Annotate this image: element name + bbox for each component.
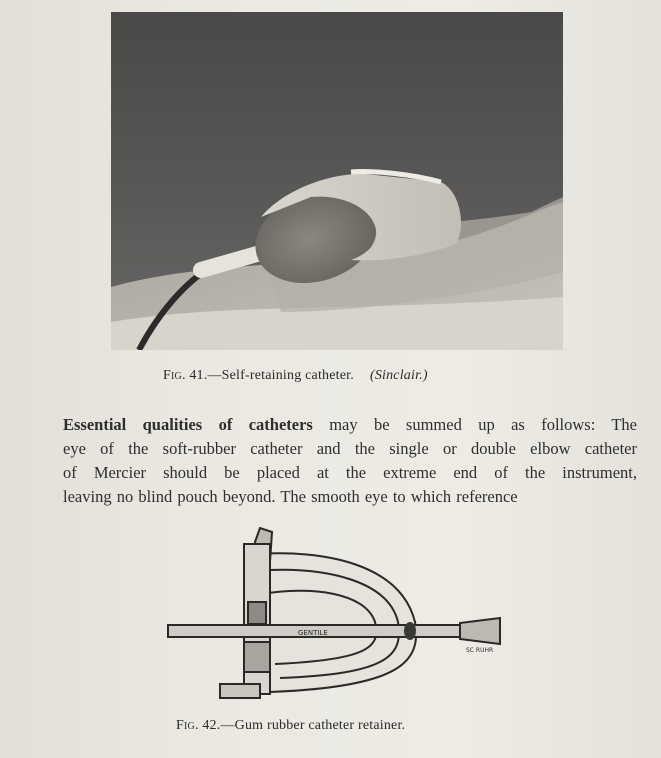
figure-41-label: Fig. 41. [163,368,208,383]
paragraph-line-4: leaving no blind pouch beyond. The smooth eye to which reference [63,487,518,506]
engraver-mark: SC RUHR [466,647,494,654]
body-paragraph [63,413,637,509]
figure-42-drawing [160,522,510,712]
catheter-photo-image [111,12,563,350]
figure-41-photograph [111,12,563,350]
figure-42-caption-text: —Gum rubber catheter retainer. [220,718,406,733]
paragraph-bold-lead: Essential qualities of catheters [63,415,313,434]
figure-41-source: (Sinclair.) [369,368,428,383]
figure-42-caption [176,718,405,734]
engraving-text: GENTILE [298,629,328,637]
paragraph-line-1-rest: may be summed up as follows: The [312,415,638,434]
catheter-retainer-illustration [160,522,510,712]
figure-41-caption-text: —Self-retaining catheter. [207,368,354,383]
figure-41-caption [163,368,428,384]
figure-42-label: Fig. 42. [176,718,221,733]
paragraph-line-1 [63,413,637,437]
paragraph-line-2: eye of the soft-rubber catheter and the single or double elbow catheter [63,439,637,458]
paragraph-line-3: of Mercier should be placed at the extreme end of the instrument, [63,463,637,482]
